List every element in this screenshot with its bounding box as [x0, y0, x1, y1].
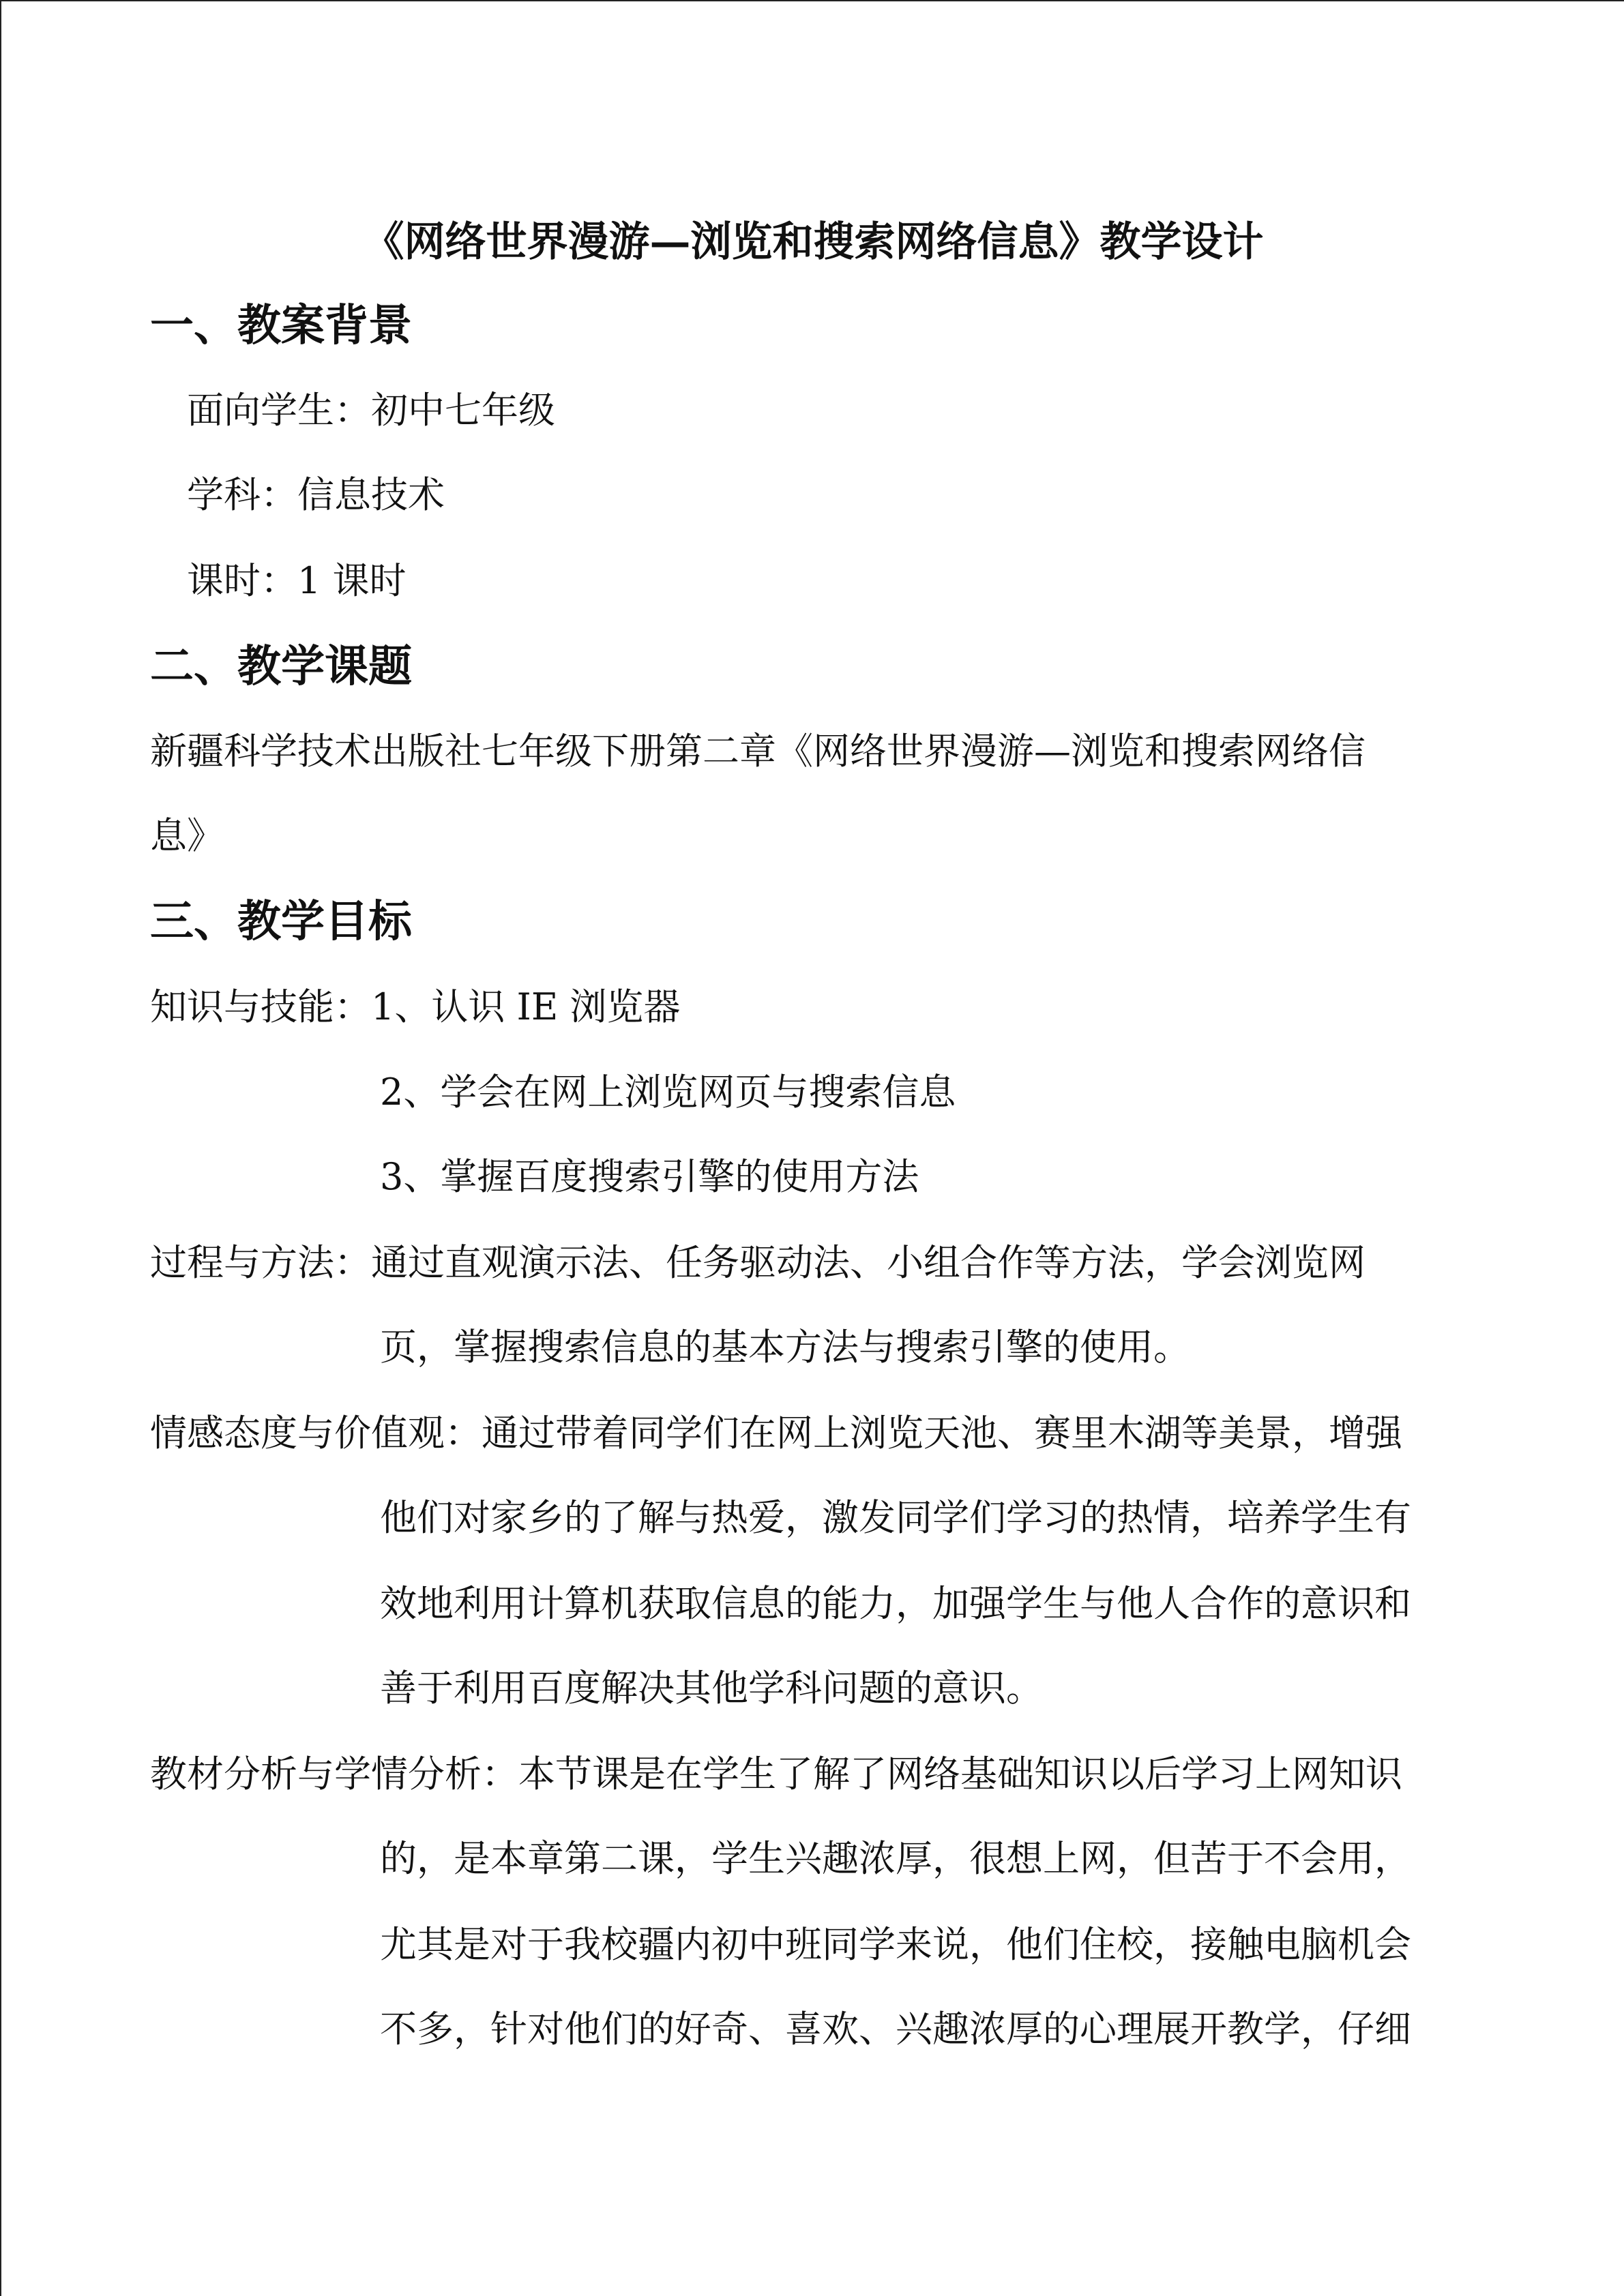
analysis-line-2: 的，是本章第二课，学生兴趣浓厚，很想上网，但苦于不会用，: [380, 1837, 1411, 1880]
text-subject: 学科：信息技术: [187, 473, 445, 516]
knowledge-item-1: 1、认识 IE 浏览器: [371, 985, 681, 1028]
objective-knowledge-row: [150, 985, 680, 1029]
analysis-line-4: 不多，针对他们的好奇、喜欢、兴趣浓厚的心理展开教学，仔细: [380, 2008, 1411, 2051]
knowledge-item-3: 3、掌握百度搜索引擎的使用方法: [380, 1155, 919, 1198]
objective-process-row: [150, 1241, 1365, 1285]
text-topic-line-1: 新疆科学技术出版社七年级下册第二章《网络世界漫游—浏览和搜索网络信: [150, 730, 1365, 773]
document-title: 《网络世界漫游—浏览和搜索网络信息》教学设计: [363, 218, 1264, 266]
label-knowledge-skills: 知识与技能：: [150, 985, 371, 1028]
text-target-students: 面向学生：初中七年级: [187, 389, 555, 432]
section-heading-topic: 二、教学课题: [150, 641, 412, 692]
analysis-row: [150, 1753, 1402, 1796]
emotion-line-1: 通过带着同学们在网上浏览天池、赛里木湖等美景，增强: [482, 1412, 1402, 1455]
text-topic-line-2: 息》: [150, 814, 224, 857]
label-analysis: 教材分析与学情分析：: [150, 1753, 518, 1795]
process-line-1: 通过直观演示法、任务驱动法、小组合作等方法，学会浏览网: [371, 1241, 1365, 1284]
analysis-line-1: 本节课是在学生了解了网络基础知识以后学习上网知识: [518, 1753, 1402, 1795]
emotion-line-4: 善于利用百度解决其他学科问题的意识。: [380, 1667, 1043, 1710]
section-heading-background: 一、教案背景: [150, 300, 412, 351]
text-class-hours: 课时：1 课时: [187, 559, 407, 602]
knowledge-item-2: 2、学会在网上浏览网页与搜索信息: [380, 1071, 956, 1114]
analysis-line-3: 尤其是对于我校疆内初中班同学来说，他们住校，接触电脑机会: [380, 1923, 1411, 1966]
label-emotion-values: 情感态度与价值观：: [150, 1412, 482, 1455]
section-heading-objectives: 三、教学目标: [150, 896, 412, 947]
emotion-line-3: 效地利用计算机获取信息的能力，加强学生与他人合作的意识和: [380, 1582, 1411, 1625]
objective-emotion-row: [150, 1412, 1402, 1455]
label-process-methods: 过程与方法：: [150, 1241, 371, 1284]
emotion-line-2: 他们对家乡的了解与热爱，激发同学们学习的热情，培养学生有: [380, 1496, 1411, 1539]
process-line-2: 页，掌握搜索信息的基本方法与搜索引擎的使用。: [380, 1326, 1190, 1369]
